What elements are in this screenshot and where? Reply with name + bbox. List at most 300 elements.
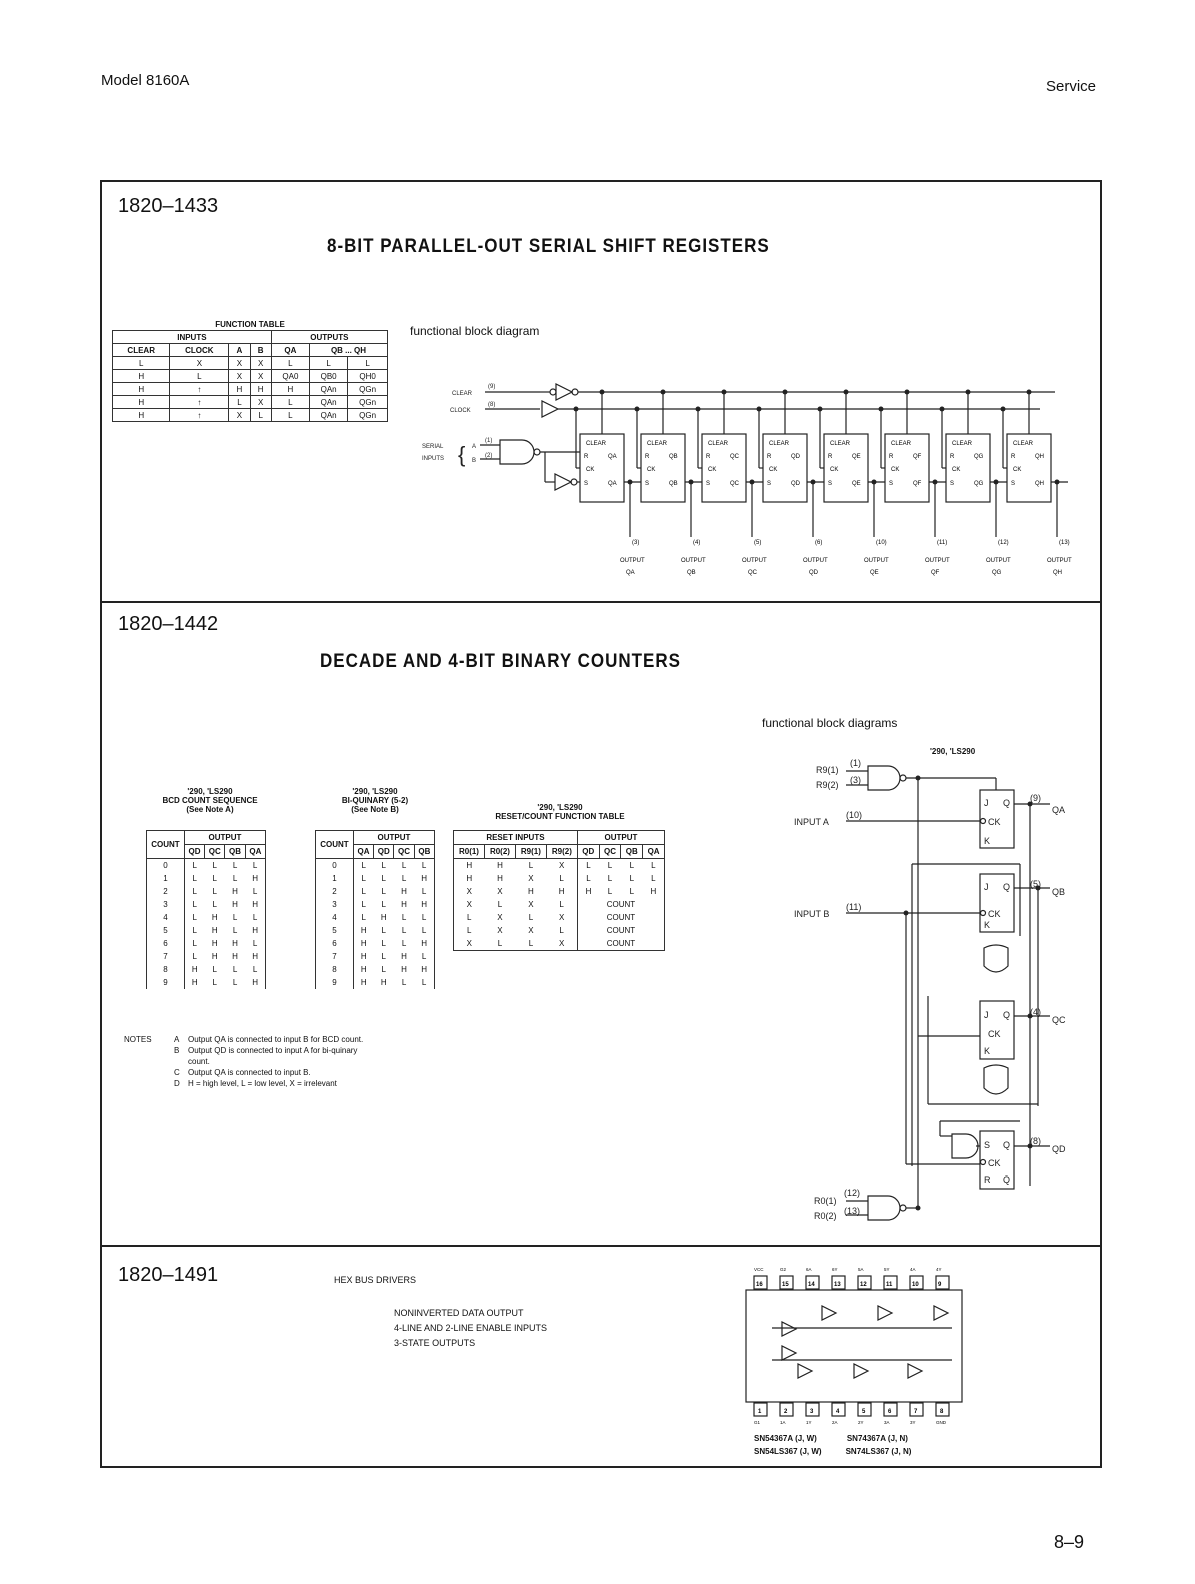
pin-label: (9) (488, 384, 496, 390)
table-cell: H (232, 952, 238, 961)
diagram-subcaption: '290, 'LS290 (930, 747, 976, 756)
column-header: QC (205, 845, 225, 859)
table-cell: L (651, 874, 656, 883)
pin-label: (5) (754, 540, 762, 546)
ff-r-label: R (645, 454, 650, 460)
table-cell: COUNT (606, 939, 636, 948)
column-header: QB (621, 845, 643, 859)
pin-label: (4) (693, 540, 701, 546)
function-table (112, 320, 388, 422)
table-cell: L (361, 874, 366, 883)
table-cell: L (271, 396, 309, 409)
ff-ck: CK (988, 1029, 1001, 1039)
column-header: QD (577, 845, 599, 859)
table-cell: QGn (348, 409, 388, 422)
ff-ck: CK (988, 817, 1001, 827)
table-cell: H (414, 963, 434, 976)
section-divider (100, 601, 1100, 603)
pin-label: (13) (844, 1206, 861, 1216)
pin-label: (10) (876, 540, 887, 546)
column-header: QC (599, 845, 621, 859)
pin-signal-label: GND (936, 1420, 946, 1425)
pin-signal-label: G2 (780, 1267, 787, 1272)
pin (858, 1267, 871, 1289)
serial-label: SERIAL (422, 444, 444, 450)
junction-dot (696, 407, 701, 412)
table-cell: L (192, 887, 197, 896)
ff-s-label: S (645, 481, 650, 487)
table-cell: H (546, 885, 577, 898)
table-cell: H (245, 924, 265, 937)
table-cell: 4 (147, 911, 185, 924)
junction-dot (1055, 480, 1060, 485)
table-cell: 4 (316, 911, 354, 924)
table-cell: L (232, 978, 238, 987)
table-cell: X (229, 357, 250, 370)
table-cell: H (113, 370, 170, 383)
table-cell: L (586, 874, 591, 883)
reset-heading-line: RESET/COUNT FUNCTION TABLE (495, 812, 625, 821)
column-header: R9(1) (515, 845, 546, 859)
output-label: OUTPUT (864, 558, 889, 564)
table-cell: X (250, 357, 271, 370)
pin-number: 13 (834, 1282, 841, 1288)
table-cell: H (211, 939, 218, 948)
table-cell: L (607, 861, 613, 870)
brace-glyph: { (458, 442, 466, 467)
output-label: OUTPUT (803, 558, 828, 564)
reset-table (453, 830, 665, 951)
bcd-heading (130, 787, 290, 814)
flip-flop-stage (879, 390, 951, 577)
pin (780, 1403, 793, 1425)
ff-q: Q (1003, 1010, 1011, 1020)
ff-ck-label: CK (952, 467, 961, 473)
junction-dot (574, 407, 579, 412)
table-cell: X (466, 900, 472, 909)
ff-r-label: R (950, 454, 955, 460)
table-cell: X (229, 370, 250, 383)
table-cell: L (401, 939, 407, 948)
table-row (147, 911, 266, 924)
ff-r-label: R (706, 454, 711, 460)
table-cell: 2 (316, 885, 354, 898)
pin-number: 4 (836, 1409, 840, 1415)
flip-flop-stage (940, 390, 1012, 577)
pin-label: (2) (485, 453, 493, 459)
ff-k: K (984, 1046, 991, 1056)
table-row (454, 859, 665, 873)
table-cell: H (380, 978, 387, 987)
table-cell: 2 (147, 885, 185, 898)
ff-ck-label: CK (586, 467, 595, 473)
table-cell: L (361, 913, 366, 922)
pin (884, 1267, 897, 1289)
section-title: 8-BIT PARALLEL-OUT SERIAL SHIFT REGISTERS (327, 234, 770, 257)
table-cell: L (414, 950, 434, 963)
table-cell: L (586, 861, 591, 870)
table-cell: QGn (348, 396, 388, 409)
package-label: SN54LS367 (J, W) (754, 1447, 822, 1456)
package-list (754, 1432, 911, 1458)
bcd-heading-line: (See Note A) (186, 805, 234, 814)
table-cell: L (528, 861, 534, 870)
table-cell: 5 (316, 924, 354, 937)
table-cell: L (401, 926, 407, 935)
qa-label: QA (1052, 805, 1066, 815)
header-section: Service (1046, 78, 1097, 95)
table-cell: H (250, 383, 271, 396)
ff-r-label: R (767, 454, 772, 460)
table-cell: L (629, 861, 635, 870)
table-cell: L (607, 874, 613, 883)
pin-signal-label: 4A (910, 1267, 916, 1272)
table-cell: X (466, 939, 472, 948)
count-header: COUNT (316, 831, 354, 859)
ff-j: J (984, 1010, 989, 1020)
junction-dot (933, 480, 938, 485)
pin-label: (11) (937, 540, 948, 546)
ff-ck: CK (988, 1158, 1001, 1168)
r02-label: R0(2) (814, 1211, 837, 1221)
junction-dot (1001, 407, 1006, 412)
pin-label: (3) (632, 540, 640, 546)
table-cell: H (585, 887, 592, 896)
clear-label: CLEAR (452, 391, 473, 397)
r01-label: R0(1) (814, 1196, 837, 1206)
pin-signal-label: G1 (754, 1420, 761, 1425)
pin-label: (11) (846, 902, 862, 912)
table-cell: X (497, 887, 503, 896)
pin (910, 1267, 923, 1289)
table-cell: H (401, 952, 407, 961)
table-cell: L (192, 874, 197, 883)
table-cell: H (497, 874, 503, 883)
output-label: OUTPUT (620, 558, 645, 564)
table-cell: QGn (348, 383, 388, 396)
table-cell: L (192, 913, 197, 922)
table-cell: 9 (147, 976, 185, 989)
ff-q-label: QB (669, 454, 678, 460)
package-label: SN54367A (J, W) (754, 1434, 817, 1443)
diagram-caption: functional block diagram (410, 324, 540, 338)
table-cell: L (361, 900, 366, 909)
ff-q-label: QA (608, 481, 617, 487)
pin (884, 1403, 897, 1425)
table-cell: L (229, 396, 250, 409)
table-cell: L (348, 357, 388, 370)
ff-q-label: QG (974, 454, 984, 460)
table-cell: H (414, 898, 434, 911)
pin-signal-label: 4Y (936, 1267, 942, 1272)
table-cell: L (546, 872, 577, 885)
column-header: QA (245, 845, 265, 859)
ff-j: J (984, 882, 989, 892)
table-cell: L (546, 898, 577, 911)
junction-dot (783, 390, 788, 395)
pin-signal-label: 6A (806, 1267, 812, 1272)
table-row (454, 911, 665, 924)
table-cell: L (271, 409, 309, 422)
column-header: R0(2) (484, 845, 515, 859)
group-header: OUTPUT (577, 831, 664, 845)
table-cell: H (211, 952, 218, 961)
pin-number: 16 (756, 1282, 763, 1288)
table-row (316, 924, 435, 937)
table-cell: 0 (147, 859, 185, 873)
note-key: C (174, 1068, 180, 1077)
package-label: SN74LS367 (J, N) (845, 1447, 912, 1456)
counter-diagram (780, 756, 1090, 1226)
table-cell: QAn (310, 409, 348, 422)
output-label: OUTPUT (681, 558, 706, 564)
table-cell: L (497, 939, 503, 948)
table-cell: H (229, 383, 250, 396)
feature-list (394, 1306, 547, 1351)
pin (910, 1403, 923, 1425)
table-cell: L (271, 357, 309, 370)
feature-item: 4-LINE AND 2-LINE ENABLE INPUTS (394, 1323, 548, 1333)
feature-item: NONINVERTED DATA OUTPUT (394, 1308, 524, 1318)
function-table-caption: FUNCTION TABLE (215, 320, 285, 329)
table-cell: L (245, 937, 265, 950)
pin-label: (8) (488, 402, 496, 408)
column-header: B (250, 344, 271, 357)
ff-q-label: QE (852, 454, 861, 460)
table-cell: X (250, 370, 271, 383)
table-cell: ↑ (170, 383, 229, 396)
table-cell: L (381, 939, 386, 948)
ff-clear-label: CLEAR (952, 441, 973, 447)
ff-q-label: QC (730, 454, 739, 460)
pin-number: 9 (938, 1282, 942, 1288)
table-cell: L (414, 859, 434, 873)
ff-k: K (984, 920, 991, 930)
pin-signal-label: 5A (858, 1267, 864, 1272)
table-cell: 3 (316, 898, 354, 911)
table-cell: COUNT (606, 900, 636, 909)
pin (832, 1403, 845, 1425)
table-cell: L (381, 874, 386, 883)
junction-dot (811, 480, 816, 485)
note-text: H = high level, L = low level, X = irrelevant (188, 1079, 337, 1088)
pin-label: (12) (998, 540, 1009, 546)
table-cell: H (113, 396, 170, 409)
biquinary-heading-line: '290, 'LS290 (352, 787, 398, 796)
table-row (113, 370, 388, 383)
pinout-diagram (742, 1264, 972, 1434)
ff-clear-label: CLEAR (891, 441, 912, 447)
note-text: Output QA is connected to input B. (188, 1068, 311, 1077)
table-cell: L (414, 885, 434, 898)
table-cell: L (212, 965, 217, 974)
table-row (147, 924, 266, 937)
biquinary-heading (305, 787, 445, 814)
table-cell: H (211, 913, 218, 922)
table-cell: 5 (147, 924, 185, 937)
header-model: Model 8160A (101, 72, 190, 89)
feature-item: 3-STATE OUTPUTS (394, 1338, 476, 1348)
ff-s-label: S (828, 481, 833, 487)
pin-label: (12) (844, 1188, 861, 1198)
pin-label: (5) (1030, 879, 1041, 889)
table-cell: L (310, 357, 348, 370)
table-cell: L (170, 370, 229, 383)
table-cell: QA0 (271, 370, 309, 383)
shift-register-diagram (400, 372, 1090, 592)
flip-flop-stage (696, 390, 768, 577)
note-key: B (174, 1046, 180, 1055)
table-cell: L (381, 900, 386, 909)
table-row (316, 950, 435, 963)
ff-r-label: R (584, 454, 589, 460)
table-cell: X (229, 409, 250, 422)
ff-k: K (984, 836, 991, 846)
note-key: D (174, 1079, 180, 1088)
flip-flop-stage (757, 390, 829, 577)
ff-ck-label: CK (1013, 467, 1022, 473)
table-cell: 1 (147, 872, 185, 885)
flip-flop-stage (574, 390, 646, 577)
notes-label: NOTES (124, 1035, 152, 1044)
table-cell: X (170, 357, 229, 370)
junction-dot (818, 407, 823, 412)
table-row (454, 872, 665, 885)
column-header: QD (184, 845, 204, 859)
biquinary-table (315, 830, 435, 989)
junction-dot (872, 480, 877, 485)
note-item (174, 1034, 534, 1045)
table-cell: H (360, 965, 367, 974)
table-group-header: INPUTS (113, 331, 272, 344)
table-cell: 7 (147, 950, 185, 963)
table-cell: L (381, 887, 386, 896)
column-header: CLOCK (170, 344, 229, 357)
table-cell: L (546, 924, 577, 937)
table-cell: H (245, 976, 265, 989)
group-header: RESET INPUTS (454, 831, 578, 845)
column-header: QB (225, 845, 245, 859)
table-cell: ↑ (170, 409, 229, 422)
output-header: OUTPUT (353, 831, 434, 845)
table-cell: X (546, 937, 577, 951)
bcd-heading-line: BCD COUNT SEQUENCE (162, 796, 258, 805)
table-cell: H (497, 861, 503, 870)
table-cell: H (245, 898, 265, 911)
table-cell: X (546, 859, 577, 873)
ff-ck: CK (988, 909, 1001, 919)
table-cell: ↑ (170, 396, 229, 409)
table-cell: L (232, 965, 238, 974)
table-cell: X (528, 900, 534, 909)
pin (806, 1267, 819, 1289)
ff-q: Q (1003, 798, 1011, 808)
table-cell: X (546, 911, 577, 924)
reset-heading-line: '290, 'LS290 (537, 803, 583, 812)
table-cell: H (360, 978, 367, 987)
ff-r-label: R (828, 454, 833, 460)
table-cell: L (401, 874, 407, 883)
table-row (147, 872, 266, 885)
table-cell: L (212, 861, 217, 870)
pin-signal-label: 5Y (884, 1267, 890, 1272)
pin-signal-label: 2Y (858, 1420, 864, 1425)
table-row (147, 963, 266, 976)
pin-label: (9) (1030, 793, 1041, 803)
part-number: 1820–1433 (118, 195, 219, 217)
table-cell: X (528, 874, 534, 883)
table-row (113, 396, 388, 409)
junction-dot (750, 480, 755, 485)
pin-label: (1) (850, 758, 861, 768)
table-row (316, 937, 435, 950)
ff-q-label: QG (974, 481, 984, 487)
output-label: OUTPUT (925, 558, 950, 564)
table-cell: L (245, 859, 265, 873)
table-cell: COUNT (606, 926, 636, 935)
ff-s: S (984, 1140, 991, 1150)
reset-heading (455, 803, 665, 821)
note-text: Output QD is connected to input A for bi-quinary (188, 1046, 358, 1055)
input-b-label: B (472, 458, 477, 464)
r92-label: R9(2) (816, 780, 839, 790)
table-cell: L (528, 939, 534, 948)
column-header: QC (394, 845, 414, 859)
table-cell: H (245, 872, 265, 885)
ff-q-label: QD (791, 454, 800, 460)
junction-dot (844, 390, 849, 395)
table-cell: 0 (316, 859, 354, 873)
junction-dot (879, 407, 884, 412)
output-q-label: QA (626, 570, 635, 576)
table-cell: X (497, 913, 503, 922)
table-cell: L (192, 939, 197, 948)
pin-label: (3) (850, 775, 861, 785)
table-cell: L (381, 861, 386, 870)
table-cell: QH0 (348, 370, 388, 383)
column-header: A (229, 344, 250, 357)
table-cell: L (113, 357, 170, 370)
table-cell: H (528, 887, 534, 896)
table-row (147, 898, 266, 911)
pin-number: 1 (758, 1409, 762, 1415)
table-row (316, 963, 435, 976)
bcd-heading-line: '290, 'LS290 (187, 787, 233, 796)
table-cell: 6 (147, 937, 185, 950)
input-a-label: INPUT A (794, 817, 829, 827)
column-header: R9(2) (546, 845, 577, 859)
ff-clear-label: CLEAR (769, 441, 790, 447)
junction-dot (722, 390, 727, 395)
table-row (316, 976, 435, 989)
table-cell: H (113, 409, 170, 422)
table-cell: H (232, 900, 238, 909)
table-cell: X (250, 396, 271, 409)
table-cell: X (466, 887, 472, 896)
table-row (454, 924, 665, 937)
ff-clear-label: CLEAR (830, 441, 851, 447)
junction-dot (600, 390, 605, 395)
table-cell: H (360, 939, 367, 948)
table-cell: L (245, 963, 265, 976)
output-q-label: QF (931, 570, 940, 576)
inputs-label: INPUTS (422, 456, 445, 462)
qc-label: QC (1052, 1015, 1066, 1025)
table-cell: L (212, 874, 217, 883)
output-label: OUTPUT (986, 558, 1011, 564)
table-row (454, 937, 665, 951)
biquinary-heading-line: BI-QUINARY (5-2) (341, 796, 409, 805)
